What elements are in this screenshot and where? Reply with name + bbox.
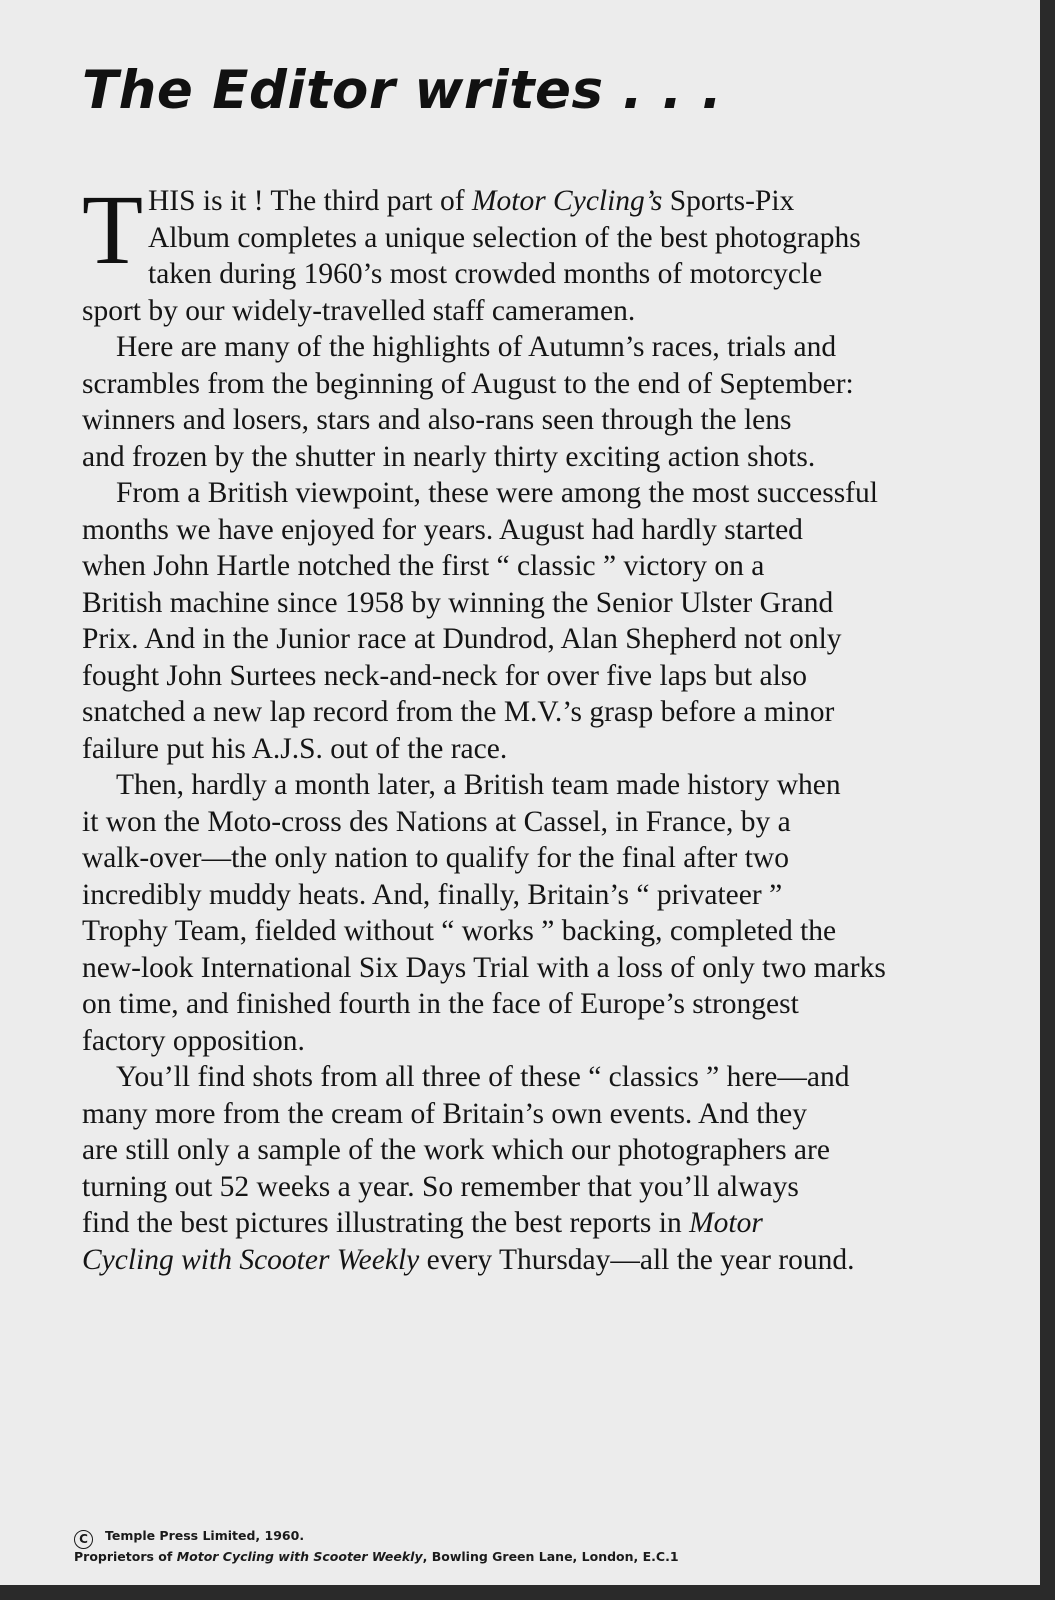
page-title: The Editor writes . . . xyxy=(82,60,723,121)
paragraph-4 xyxy=(82,767,1027,1059)
paragraph-1 xyxy=(82,174,1027,329)
text-line: Cycling with Scooter Weekly every Thursday—all the year round. xyxy=(82,1243,855,1276)
copyright-icon: C xyxy=(74,1530,93,1549)
text-line: and frozen by the shutter in nearly thirty exciting action shots. xyxy=(82,440,816,473)
proprietor-line: Proprietors of Motor Cycling with Scooter Weekly, Bowling Green Lane, London, E.C.1 xyxy=(74,1549,679,1564)
text-line: walk-over—the only nation to qualify for the final after two xyxy=(82,842,789,874)
drop-cap: T xyxy=(82,174,144,285)
text-line: snatched a new lap record from the M.V.’s grasp before a minor xyxy=(82,696,835,728)
publication-name: Cycling with Scooter Weekly xyxy=(82,1243,420,1276)
text-line: Here are many of the highlights of Autumn’s races, trials and xyxy=(116,331,837,363)
text-line: Prix. And in the Junior race at Dundrod, Alan Shepherd not only xyxy=(82,623,842,655)
text-line: incredibly muddy heats. And, finally, Britain’s “ privateer ” xyxy=(82,878,783,911)
text-line: British machine since 1958 by winning the Senior Ulster Grand xyxy=(82,586,834,619)
text-line: fought John Surtees neck-and-neck for over five laps but also xyxy=(82,659,807,692)
text-line: are still only a sample of the work which our photographers are xyxy=(82,1134,830,1166)
text-line: Album completes a unique selection of the best photographs xyxy=(148,221,861,254)
publication-name: Motor Cycling’s xyxy=(471,185,663,217)
paragraph-3 xyxy=(82,475,1027,767)
text-line: From a British viewpoint, these were among the most successful xyxy=(116,477,878,509)
text-line: find the best pictures illustrating the best reports in Motor xyxy=(82,1207,763,1239)
text-line: new-look International Six Days Trial with a loss of only two marks xyxy=(82,951,886,984)
paragraph-2 xyxy=(82,329,1027,475)
paragraph-5 xyxy=(82,1059,1027,1278)
text-line: factory opposition. xyxy=(82,1024,305,1057)
text-line: months we have enjoyed for years. August had hardly started xyxy=(82,513,803,546)
text-line: HIS is it ! The third part of Motor Cycling’s Sports-Pix xyxy=(148,185,795,217)
text-line: sport by our widely-travelled staff cameramen. xyxy=(82,294,636,327)
text-line: You’ll find shots from all three of these “ classics ” here—and xyxy=(116,1061,850,1093)
publication-name: Motor xyxy=(689,1207,763,1239)
text-line: Then, hardly a month later, a British team made history when xyxy=(116,769,841,801)
text-line: many more from the cream of Britain’s own events. And they xyxy=(82,1097,808,1130)
text-line: taken during 1960’s most crowded months of motorcycle xyxy=(148,258,823,290)
imprint-footer xyxy=(74,1528,679,1564)
editorial-body xyxy=(82,174,1027,1278)
text-line: Trophy Team, fielded without “ works ” backing, completed the xyxy=(82,915,837,947)
text-line: it won the Moto-cross des Nations at Cassel, in France, by a xyxy=(82,805,791,838)
text-line: scrambles from the beginning of August to the end of September: xyxy=(82,367,854,400)
text-line: on time, and finished fourth in the face of Europe’s strongest xyxy=(82,988,799,1020)
copyright-line: C Temple Press Limited, 1960. xyxy=(74,1528,679,1549)
text-line: turning out 52 weeks a year. So remember that you’ll always xyxy=(82,1170,799,1203)
text-line: winners and losers, stars and also-rans seen through the lens xyxy=(82,404,792,436)
text-line: when John Hartle notched the first “ classic ” victory on a xyxy=(82,550,765,582)
text-line: failure put his A.J.S. out of the race. xyxy=(82,732,508,765)
